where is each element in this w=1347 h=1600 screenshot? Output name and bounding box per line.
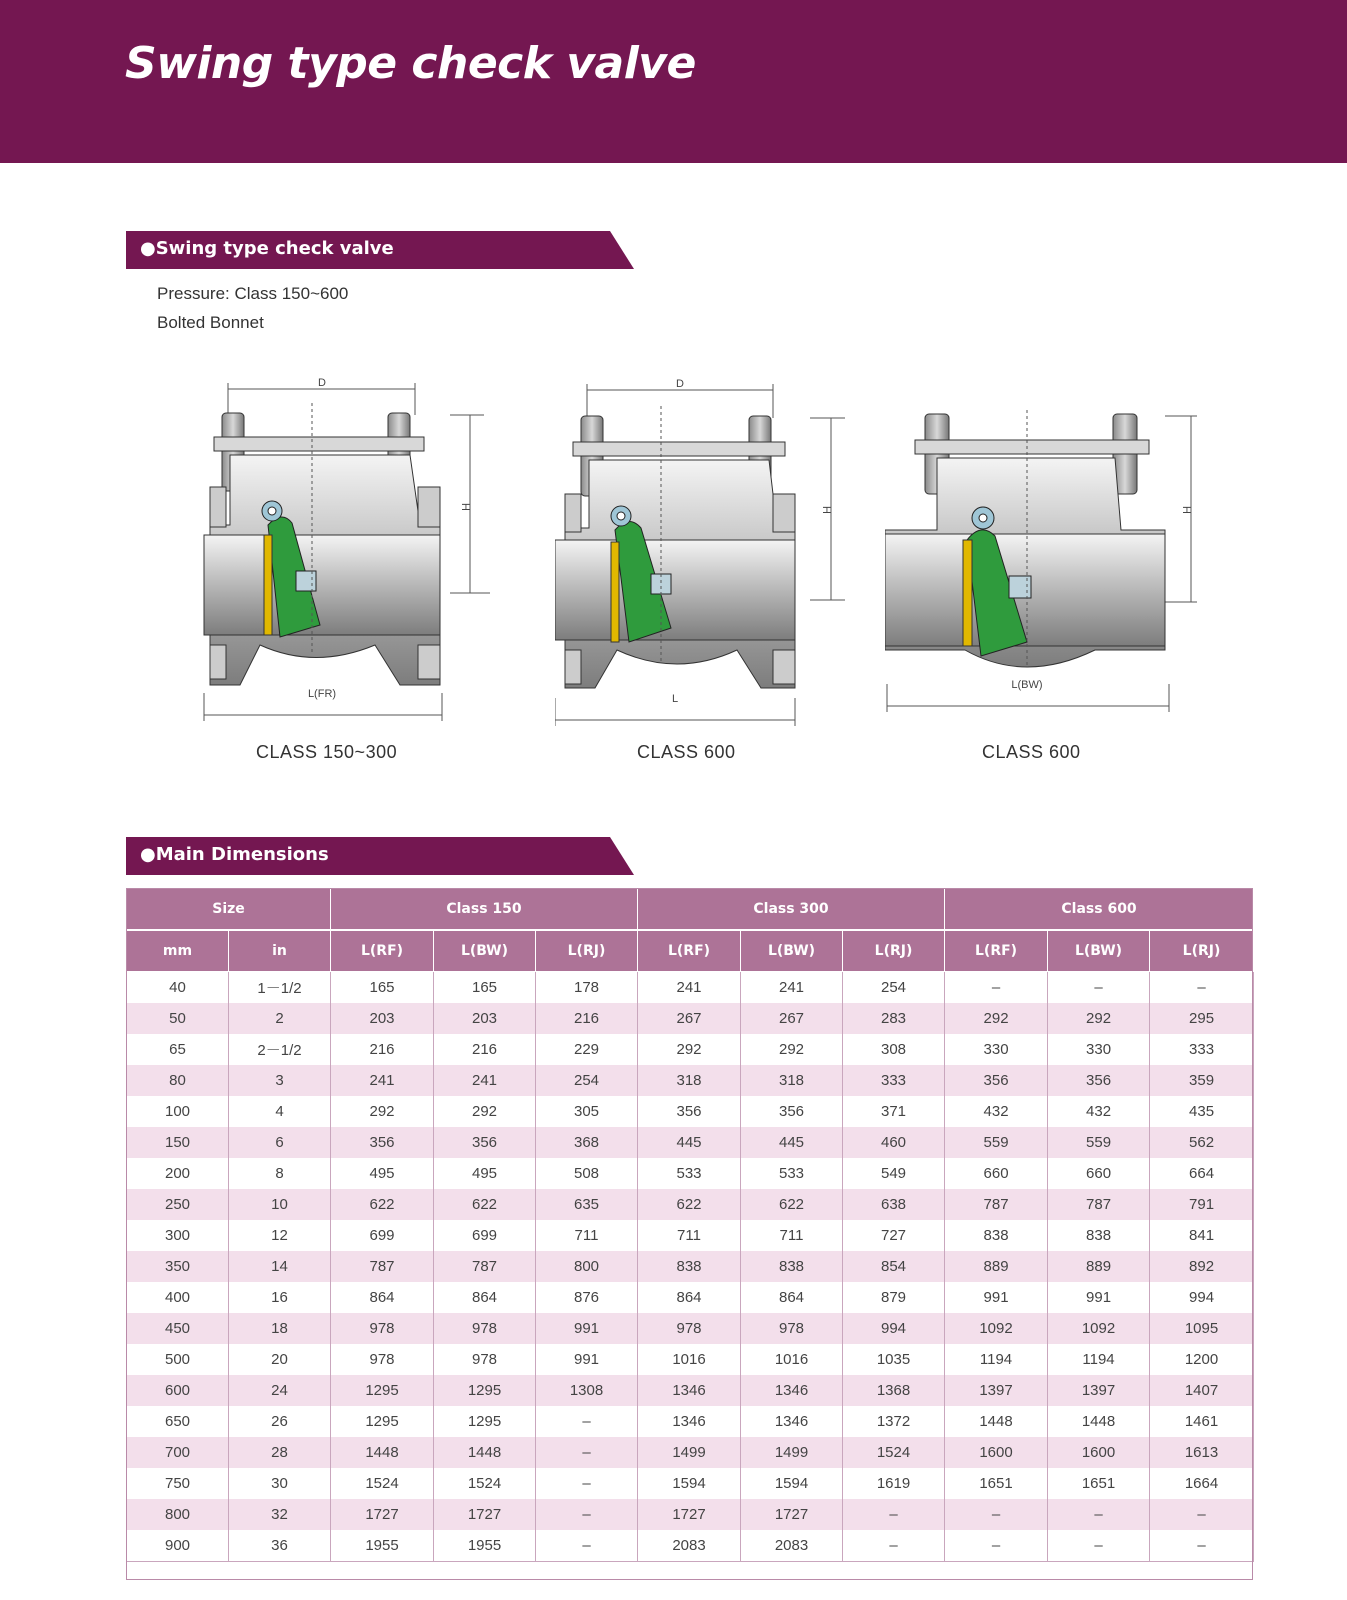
- table-cell: 660: [945, 1158, 1048, 1189]
- dim-h-label: H: [459, 503, 471, 511]
- table-cell: 292: [434, 1096, 536, 1127]
- table-cell: 356: [638, 1096, 741, 1127]
- table-cell: 622: [741, 1189, 843, 1220]
- table-cell: 1016: [741, 1344, 843, 1375]
- table-cell: 978: [331, 1313, 434, 1344]
- table-cell: 1407: [1150, 1375, 1254, 1406]
- table-row: [127, 1499, 1254, 1530]
- table-cell: 787: [945, 1189, 1048, 1220]
- table-cell: –: [1048, 972, 1150, 1004]
- dim-l-label: L(BW): [1011, 679, 1043, 691]
- table-cell: 295: [1150, 1003, 1254, 1034]
- table-cell: 1200: [1150, 1344, 1254, 1375]
- table-cell: 300: [127, 1220, 229, 1251]
- table-cell: 533: [741, 1158, 843, 1189]
- table-cell: 241: [331, 1065, 434, 1096]
- table-cell: –: [843, 1530, 945, 1562]
- table-cell: 356: [1048, 1065, 1150, 1096]
- table-row: [127, 1065, 1254, 1096]
- table-cell: 664: [1150, 1158, 1254, 1189]
- group-header-size: Size: [127, 889, 331, 931]
- table-cell: 559: [945, 1127, 1048, 1158]
- table-cell: 800: [536, 1251, 638, 1282]
- table-cell: –: [945, 1499, 1048, 1530]
- table-cell: 711: [741, 1220, 843, 1251]
- column-header: L(RJ): [843, 930, 945, 972]
- table-cell: 305: [536, 1096, 638, 1127]
- table-cell: 368: [536, 1127, 638, 1158]
- group-header-class-600: Class 600: [945, 889, 1254, 931]
- table-cell: 1346: [741, 1406, 843, 1437]
- group-header-class-150: Class 150: [331, 889, 638, 931]
- table-cell: 841: [1150, 1220, 1254, 1251]
- table-cell: 267: [638, 1003, 741, 1034]
- table-cell: 1594: [741, 1468, 843, 1499]
- table-group-header-row: [127, 889, 1254, 931]
- table-cell: 318: [741, 1065, 843, 1096]
- dim-h-label: H: [1180, 506, 1192, 514]
- table-cell: 991: [536, 1344, 638, 1375]
- table-cell: 359: [1150, 1065, 1254, 1096]
- table-cell: 330: [1048, 1034, 1150, 1065]
- table-cell: 267: [741, 1003, 843, 1034]
- table-row: [127, 1530, 1254, 1562]
- section-title: ●Swing type check valve: [140, 238, 394, 259]
- table-cell: 26: [229, 1406, 331, 1437]
- dim-d-label: D: [676, 378, 684, 390]
- table-cell: 1035: [843, 1344, 945, 1375]
- table-cell: 994: [843, 1313, 945, 1344]
- table-cell: 1368: [843, 1375, 945, 1406]
- table-cell: 12: [229, 1220, 331, 1251]
- table-cell: 2083: [638, 1530, 741, 1562]
- table-cell: 559: [1048, 1127, 1150, 1158]
- table-cell: 6: [229, 1127, 331, 1158]
- table-cell: 241: [638, 972, 741, 1004]
- table-cell: –: [536, 1499, 638, 1530]
- table-cell: 203: [331, 1003, 434, 1034]
- table-cell: 791: [1150, 1189, 1254, 1220]
- table-cell: 978: [434, 1344, 536, 1375]
- table-cell: 879: [843, 1282, 945, 1313]
- table-cell: 165: [331, 972, 434, 1004]
- table-cell: 864: [331, 1282, 434, 1313]
- column-header: in: [229, 930, 331, 972]
- table-cell: 889: [945, 1251, 1048, 1282]
- table-cell: 1594: [638, 1468, 741, 1499]
- table-cell: 292: [1048, 1003, 1150, 1034]
- table-cell: 864: [741, 1282, 843, 1313]
- dimensions-table: [126, 888, 1254, 1562]
- table-cell: 495: [331, 1158, 434, 1189]
- table-cell: 787: [331, 1251, 434, 1282]
- table-cell: 3: [229, 1065, 331, 1096]
- table-cell: 24: [229, 1375, 331, 1406]
- table-cell: 1651: [1048, 1468, 1150, 1499]
- table-cell: 864: [638, 1282, 741, 1313]
- group-header-class-300: Class 300: [638, 889, 945, 931]
- table-cell: 1295: [434, 1406, 536, 1437]
- section-title-tab: [126, 837, 634, 875]
- table-cell: 292: [741, 1034, 843, 1065]
- table-cell: 838: [945, 1220, 1048, 1251]
- table-cell: 991: [945, 1282, 1048, 1313]
- table-cell: 876: [536, 1282, 638, 1313]
- table-row: [127, 1003, 1254, 1034]
- table-cell: 1619: [843, 1468, 945, 1499]
- table-cell: 727: [843, 1220, 945, 1251]
- table-cell: 2083: [741, 1530, 843, 1562]
- table-cell: 1346: [638, 1406, 741, 1437]
- table-cell: 356: [434, 1127, 536, 1158]
- table-cell: 994: [1150, 1282, 1254, 1313]
- table-cell: 333: [843, 1065, 945, 1096]
- table-cell: 1308: [536, 1375, 638, 1406]
- table-cell: –: [536, 1530, 638, 1562]
- table-cell: 549: [843, 1158, 945, 1189]
- table-row: [127, 1313, 1254, 1344]
- table-cell: 445: [741, 1127, 843, 1158]
- table-row: [127, 1158, 1254, 1189]
- table-cell: 203: [434, 1003, 536, 1034]
- table-cell: –: [536, 1406, 638, 1437]
- table-cell: 900: [127, 1530, 229, 1562]
- table-cell: 2－1/2: [229, 1034, 331, 1065]
- table-cell: 450: [127, 1313, 229, 1344]
- table-cell: 1295: [331, 1375, 434, 1406]
- column-header: L(BW): [1048, 930, 1150, 972]
- table-cell: 1295: [331, 1406, 434, 1437]
- table-cell: 495: [434, 1158, 536, 1189]
- table-cell: 292: [945, 1003, 1048, 1034]
- table-cell: 18: [229, 1313, 331, 1344]
- table-row: [127, 1189, 1254, 1220]
- table-cell: –: [945, 972, 1048, 1004]
- table-cell: 1346: [638, 1375, 741, 1406]
- table-cell: 250: [127, 1189, 229, 1220]
- table-cell: 508: [536, 1158, 638, 1189]
- table-cell: 1499: [638, 1437, 741, 1468]
- table-cell: 356: [741, 1096, 843, 1127]
- table-cell: 356: [331, 1127, 434, 1158]
- table-cell: 1092: [945, 1313, 1048, 1344]
- table-cell: 838: [741, 1251, 843, 1282]
- table-cell: 1727: [741, 1499, 843, 1530]
- table-cell: 1955: [434, 1530, 536, 1562]
- table-cell: 178: [536, 972, 638, 1004]
- table-cell: 4: [229, 1096, 331, 1127]
- table-cell: 1524: [434, 1468, 536, 1499]
- table-cell: 711: [536, 1220, 638, 1251]
- table-cell: 991: [1048, 1282, 1150, 1313]
- table-cell: 700: [127, 1437, 229, 1468]
- table-row: [127, 1437, 1254, 1468]
- table-cell: 787: [434, 1251, 536, 1282]
- table-cell: 711: [638, 1220, 741, 1251]
- table-cell: 1461: [1150, 1406, 1254, 1437]
- column-header: L(RF): [638, 930, 741, 972]
- table-cell: 356: [945, 1065, 1048, 1096]
- table-row: [127, 1282, 1254, 1313]
- drawing-caption: CLASS 600: [982, 742, 1081, 762]
- dim-h-label: H: [820, 506, 832, 514]
- table-cell: 500: [127, 1344, 229, 1375]
- table-cell: 622: [638, 1189, 741, 1220]
- column-header: L(BW): [434, 930, 536, 972]
- table-cell: 400: [127, 1282, 229, 1313]
- table-cell: 1524: [331, 1468, 434, 1499]
- table-row: [127, 1127, 1254, 1158]
- table-cell: 318: [638, 1065, 741, 1096]
- table-cell: 635: [536, 1189, 638, 1220]
- table-cell: 80: [127, 1065, 229, 1096]
- table-cell: 1448: [331, 1437, 434, 1468]
- table-cell: 32: [229, 1499, 331, 1530]
- table-cell: 1448: [434, 1437, 536, 1468]
- table-cell: 1016: [638, 1344, 741, 1375]
- table-cell: 10: [229, 1189, 331, 1220]
- table-cell: 40: [127, 972, 229, 1004]
- table-cell: 838: [1048, 1220, 1150, 1251]
- table-cell: 28: [229, 1437, 331, 1468]
- table-cell: 1727: [434, 1499, 536, 1530]
- table-cell: 991: [536, 1313, 638, 1344]
- table-cell: 1600: [945, 1437, 1048, 1468]
- table-cell: 1613: [1150, 1437, 1254, 1468]
- table-cell: 1092: [1048, 1313, 1150, 1344]
- table-cell: 1448: [945, 1406, 1048, 1437]
- table-cell: 699: [434, 1220, 536, 1251]
- table-cell: 978: [331, 1344, 434, 1375]
- table-sub-header-row: [127, 930, 1254, 972]
- table-cell: 216: [434, 1034, 536, 1065]
- table-cell: 892: [1150, 1251, 1254, 1282]
- table-cell: 460: [843, 1127, 945, 1158]
- table-body: [127, 972, 1254, 1562]
- table-cell: 350: [127, 1251, 229, 1282]
- table-cell: 20: [229, 1344, 331, 1375]
- table-cell: 600: [127, 1375, 229, 1406]
- table-cell: 622: [331, 1189, 434, 1220]
- column-header: mm: [127, 930, 229, 972]
- table-cell: 1194: [1048, 1344, 1150, 1375]
- table-cell: 622: [434, 1189, 536, 1220]
- column-header: L(RF): [945, 930, 1048, 972]
- table-cell: 100: [127, 1096, 229, 1127]
- table-cell: 254: [843, 972, 945, 1004]
- table-row: [127, 1034, 1254, 1065]
- table-cell: 699: [331, 1220, 434, 1251]
- table-cell: 864: [434, 1282, 536, 1313]
- table-cell: –: [1048, 1530, 1150, 1562]
- table-cell: 8: [229, 1158, 331, 1189]
- table-row: [127, 1251, 1254, 1282]
- table-cell: 1664: [1150, 1468, 1254, 1499]
- table-cell: 50: [127, 1003, 229, 1034]
- table-cell: –: [1048, 1499, 1150, 1530]
- valve-drawing-class-600: [555, 378, 855, 738]
- table-cell: 638: [843, 1189, 945, 1220]
- section-title-tab: [126, 231, 634, 269]
- table-cell: 165: [434, 972, 536, 1004]
- table-cell: 216: [331, 1034, 434, 1065]
- table-cell: 30: [229, 1468, 331, 1499]
- table-cell: 1651: [945, 1468, 1048, 1499]
- table-cell: 800: [127, 1499, 229, 1530]
- table-cell: 978: [434, 1313, 536, 1344]
- table-cell: –: [843, 1499, 945, 1530]
- table-cell: 308: [843, 1034, 945, 1065]
- table-cell: 1600: [1048, 1437, 1150, 1468]
- table-cell: –: [536, 1468, 638, 1499]
- table-cell: 216: [536, 1003, 638, 1034]
- valve-drawing-class-600-bw: [885, 410, 1205, 740]
- section-title: ●Main Dimensions: [140, 844, 329, 865]
- column-header: L(BW): [741, 930, 843, 972]
- dim-l-label: L: [671, 693, 679, 705]
- table-cell: 750: [127, 1468, 229, 1499]
- table-cell: 200: [127, 1158, 229, 1189]
- table-cell: 1295: [434, 1375, 536, 1406]
- table-cell: 787: [1048, 1189, 1150, 1220]
- table-cell: 1194: [945, 1344, 1048, 1375]
- table-cell: –: [1150, 972, 1254, 1004]
- table-cell: 1448: [1048, 1406, 1150, 1437]
- table-cell: 371: [843, 1096, 945, 1127]
- table-cell: 1727: [638, 1499, 741, 1530]
- table-cell: 562: [1150, 1127, 1254, 1158]
- table-cell: 1397: [1048, 1375, 1150, 1406]
- column-header: L(RJ): [536, 930, 638, 972]
- table-cell: 241: [434, 1065, 536, 1096]
- table-cell: 1397: [945, 1375, 1048, 1406]
- table-cell: 14: [229, 1251, 331, 1282]
- table-row: [127, 1406, 1254, 1437]
- pressure-spec: Pressure: Class 150~600: [157, 284, 349, 303]
- table-cell: 435: [1150, 1096, 1254, 1127]
- table-cell: –: [1150, 1499, 1254, 1530]
- table-cell: 854: [843, 1251, 945, 1282]
- table-cell: 330: [945, 1034, 1048, 1065]
- table-cell: 660: [1048, 1158, 1150, 1189]
- table-cell: 1955: [331, 1530, 434, 1562]
- table-cell: 978: [638, 1313, 741, 1344]
- table-cell: 1727: [331, 1499, 434, 1530]
- table-cell: 292: [331, 1096, 434, 1127]
- table-cell: 533: [638, 1158, 741, 1189]
- page-title: Swing type check valve: [125, 38, 696, 89]
- table-cell: 229: [536, 1034, 638, 1065]
- table-cell: –: [536, 1437, 638, 1468]
- table-cell: 1－1/2: [229, 972, 331, 1004]
- table-cell: 283: [843, 1003, 945, 1034]
- table-cell: 838: [638, 1251, 741, 1282]
- table-cell: 432: [1048, 1096, 1150, 1127]
- table-cell: 16: [229, 1282, 331, 1313]
- table-cell: 150: [127, 1127, 229, 1158]
- table-cell: 650: [127, 1406, 229, 1437]
- table-cell: 292: [638, 1034, 741, 1065]
- table-cell: 241: [741, 972, 843, 1004]
- bonnet-spec: Bolted Bonnet: [157, 313, 264, 332]
- table-row: [127, 1468, 1254, 1499]
- header-banner: [0, 0, 1347, 163]
- table-row: [127, 972, 1254, 1004]
- column-header: L(RJ): [1150, 930, 1254, 972]
- table-cell: 65: [127, 1034, 229, 1065]
- table-cell: 333: [1150, 1034, 1254, 1065]
- table-cell: 445: [638, 1127, 741, 1158]
- table-cell: –: [945, 1530, 1048, 1562]
- table-row: [127, 1375, 1254, 1406]
- table-row: [127, 1344, 1254, 1375]
- drawing-caption: CLASS 150~300: [256, 742, 398, 762]
- table-row: [127, 1096, 1254, 1127]
- table-cell: 978: [741, 1313, 843, 1344]
- valve-drawing-class-150-300: [200, 375, 500, 735]
- table-row: [127, 1220, 1254, 1251]
- column-header: L(RF): [331, 930, 434, 972]
- table-cell: –: [1150, 1530, 1254, 1562]
- table-cell: 36: [229, 1530, 331, 1562]
- drawing-caption: CLASS 600: [637, 742, 736, 762]
- table-cell: 889: [1048, 1251, 1150, 1282]
- table-cell: 432: [945, 1096, 1048, 1127]
- table-cell: 1499: [741, 1437, 843, 1468]
- table-cell: 2: [229, 1003, 331, 1034]
- table-cell: 1095: [1150, 1313, 1254, 1344]
- table-cell: 254: [536, 1065, 638, 1096]
- dim-d-label: D: [318, 377, 326, 389]
- table-cell: 1372: [843, 1406, 945, 1437]
- table-cell: 1346: [741, 1375, 843, 1406]
- table-cell: 1524: [843, 1437, 945, 1468]
- dim-l-label: L(FR): [307, 688, 337, 700]
